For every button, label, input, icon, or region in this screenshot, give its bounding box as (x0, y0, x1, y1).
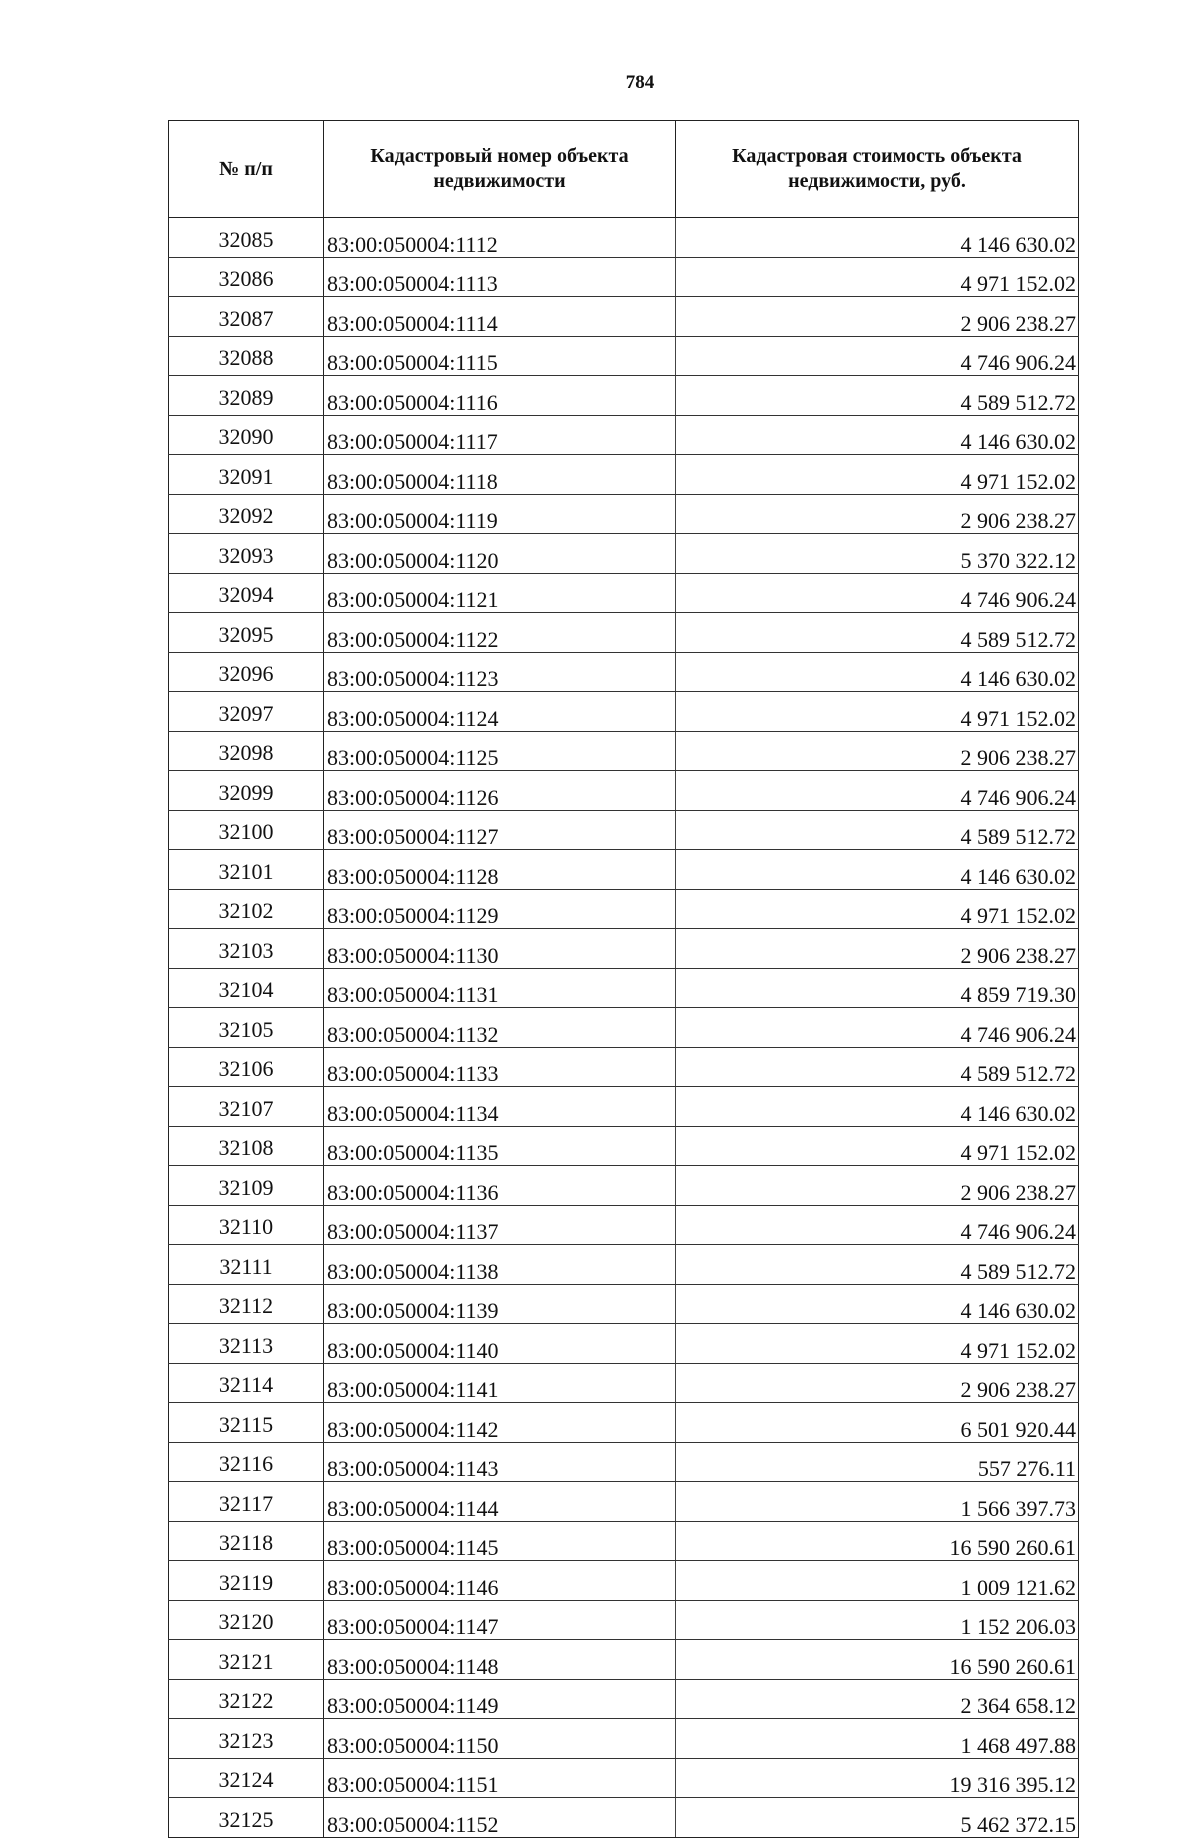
row-index-cell: 32116 (169, 1442, 324, 1482)
cadastral-value-cell: 5 370 322.12 (676, 534, 1079, 574)
table-row (169, 652, 1079, 692)
cadastral-number-cell: 83:00:050004:1136 (324, 1166, 676, 1206)
table-row (169, 1482, 1079, 1522)
row-index-cell: 32104 (169, 968, 324, 1008)
cadastral-value-cell: 4 746 906.24 (676, 1205, 1079, 1245)
table-row (169, 494, 1079, 534)
cadastral-value-cell: 4 146 630.02 (676, 415, 1079, 455)
row-index-cell: 32111 (169, 1245, 324, 1285)
cadastral-number-cell: 83:00:050004:1125 (324, 731, 676, 771)
table-row (169, 1008, 1079, 1048)
table-row (169, 1719, 1079, 1759)
row-index-cell: 32102 (169, 889, 324, 929)
table-row (169, 771, 1079, 811)
cadastral-number-cell: 83:00:050004:1150 (324, 1719, 676, 1759)
table-row (169, 1087, 1079, 1127)
cadastral-value-cell: 2 906 238.27 (676, 731, 1079, 771)
cadastral-number-cell: 83:00:050004:1152 (324, 1798, 676, 1838)
cadastral-number-cell: 83:00:050004:1118 (324, 455, 676, 495)
row-index-cell: 32120 (169, 1600, 324, 1640)
table-row (169, 613, 1079, 653)
cadastral-value-cell: 6 501 920.44 (676, 1403, 1079, 1443)
cadastral-number-cell: 83:00:050004:1119 (324, 494, 676, 534)
cadastral-number-cell: 83:00:050004:1147 (324, 1600, 676, 1640)
cadastral-value-cell: 4 746 906.24 (676, 573, 1079, 613)
cadastral-value-cell: 4 146 630.02 (676, 1284, 1079, 1324)
cadastral-value-cell: 1 009 121.62 (676, 1561, 1079, 1601)
table-row (169, 455, 1079, 495)
row-index-cell: 32110 (169, 1205, 324, 1245)
cadastral-value-cell: 4 589 512.72 (676, 810, 1079, 850)
cadastral-value-cell: 4 971 152.02 (676, 455, 1079, 495)
cadastral-value-cell: 4 589 512.72 (676, 376, 1079, 416)
cadastral-value-cell: 4 589 512.72 (676, 1047, 1079, 1087)
cadastral-number-cell: 83:00:050004:1121 (324, 573, 676, 613)
cadastral-number-cell: 83:00:050004:1113 (324, 257, 676, 297)
row-index-cell: 32099 (169, 771, 324, 811)
table-header-row (169, 121, 1079, 218)
cadastral-number-cell: 83:00:050004:1123 (324, 652, 676, 692)
row-index-cell: 32103 (169, 929, 324, 969)
table-row (169, 1798, 1079, 1838)
cadastral-number-cell: 83:00:050004:1144 (324, 1482, 676, 1522)
table-row (169, 1205, 1079, 1245)
cadastral-number-cell: 83:00:050004:1124 (324, 692, 676, 732)
cadastral-number-cell: 83:00:050004:1133 (324, 1047, 676, 1087)
cadastral-value-cell: 4 971 152.02 (676, 889, 1079, 929)
table-row (169, 1245, 1079, 1285)
table-row (169, 810, 1079, 850)
table-row (169, 1442, 1079, 1482)
cadastral-number-cell: 83:00:050004:1139 (324, 1284, 676, 1324)
row-index-cell: 32123 (169, 1719, 324, 1759)
table-row (169, 1284, 1079, 1324)
cadastral-number-cell: 83:00:050004:1114 (324, 297, 676, 337)
row-index-cell: 32112 (169, 1284, 324, 1324)
table-row (169, 534, 1079, 574)
cadastral-number-cell: 83:00:050004:1151 (324, 1758, 676, 1798)
cadastral-number-cell: 83:00:050004:1120 (324, 534, 676, 574)
row-index-cell: 32101 (169, 850, 324, 890)
cadastral-number-cell: 83:00:050004:1131 (324, 968, 676, 1008)
row-index-cell: 32107 (169, 1087, 324, 1127)
cadastral-value-cell: 19 316 395.12 (676, 1758, 1079, 1798)
row-index-cell: 32095 (169, 613, 324, 653)
table-row (169, 573, 1079, 613)
row-index-cell: 32096 (169, 652, 324, 692)
row-index-cell: 32118 (169, 1521, 324, 1561)
column-header-cadastral-number: Кадастровый номер объекта недвижимости (324, 121, 676, 218)
table-row (169, 257, 1079, 297)
cadastral-number-cell: 83:00:050004:1143 (324, 1442, 676, 1482)
row-index-cell: 32092 (169, 494, 324, 534)
table-row (169, 1600, 1079, 1640)
cadastral-value-cell: 4 746 906.24 (676, 771, 1079, 811)
cadastral-value-cell: 1 468 497.88 (676, 1719, 1079, 1759)
cadastral-number-cell: 83:00:050004:1140 (324, 1324, 676, 1364)
cadastral-number-cell: 83:00:050004:1135 (324, 1126, 676, 1166)
cadastral-value-cell: 4 971 152.02 (676, 1324, 1079, 1364)
row-index-cell: 32093 (169, 534, 324, 574)
cadastral-number-cell: 83:00:050004:1142 (324, 1403, 676, 1443)
table-row (169, 415, 1079, 455)
cadastral-number-cell: 83:00:050004:1122 (324, 613, 676, 653)
column-header-index: № п/п (169, 121, 324, 218)
cadastral-value-cell: 5 462 372.15 (676, 1798, 1079, 1838)
row-index-cell: 32108 (169, 1126, 324, 1166)
table-row (169, 1166, 1079, 1206)
cadastral-number-cell: 83:00:050004:1146 (324, 1561, 676, 1601)
cadastral-number-cell: 83:00:050004:1130 (324, 929, 676, 969)
table-row (169, 1679, 1079, 1719)
cadastral-number-cell: 83:00:050004:1134 (324, 1087, 676, 1127)
cadastral-value-cell: 4 971 152.02 (676, 257, 1079, 297)
row-index-cell: 32117 (169, 1482, 324, 1522)
table-row (169, 1561, 1079, 1601)
row-index-cell: 32085 (169, 218, 324, 258)
row-index-cell: 32091 (169, 455, 324, 495)
row-index-cell: 32106 (169, 1047, 324, 1087)
table-row (169, 968, 1079, 1008)
cadastral-number-cell: 83:00:050004:1145 (324, 1521, 676, 1561)
cadastral-number-cell: 83:00:050004:1138 (324, 1245, 676, 1285)
table-row (169, 1126, 1079, 1166)
cadastral-value-cell: 4 971 152.02 (676, 692, 1079, 732)
table-row (169, 297, 1079, 337)
row-index-cell: 32125 (169, 1798, 324, 1838)
row-index-cell: 32094 (169, 573, 324, 613)
row-index-cell: 32090 (169, 415, 324, 455)
column-header-cadastral-value: Кадастровая стоимость объекта недвижимости, руб. (676, 121, 1079, 218)
row-index-cell: 32086 (169, 257, 324, 297)
cadastral-value-cell: 4 859 719.30 (676, 968, 1079, 1008)
table-body (169, 218, 1079, 1838)
cadastral-value-cell: 2 906 238.27 (676, 494, 1079, 534)
cadastral-number-cell: 83:00:050004:1127 (324, 810, 676, 850)
cadastral-value-cell: 4 746 906.24 (676, 336, 1079, 376)
cadastral-value-cell: 4 971 152.02 (676, 1126, 1079, 1166)
cadastral-number-cell: 83:00:050004:1116 (324, 376, 676, 416)
row-index-cell: 32109 (169, 1166, 324, 1206)
row-index-cell: 32088 (169, 336, 324, 376)
row-index-cell: 32098 (169, 731, 324, 771)
cadastral-number-cell: 83:00:050004:1137 (324, 1205, 676, 1245)
row-index-cell: 32121 (169, 1640, 324, 1680)
cadastral-number-cell: 83:00:050004:1149 (324, 1679, 676, 1719)
row-index-cell: 32087 (169, 297, 324, 337)
table-row (169, 929, 1079, 969)
table-row (169, 850, 1079, 890)
cadastral-value-cell: 4 589 512.72 (676, 1245, 1079, 1285)
cadastral-value-cell: 4 146 630.02 (676, 850, 1079, 890)
cadastral-value-cell: 4 146 630.02 (676, 652, 1079, 692)
table-row (169, 1047, 1079, 1087)
cadastral-value-cell: 2 906 238.27 (676, 297, 1079, 337)
cadastral-number-cell: 83:00:050004:1129 (324, 889, 676, 929)
cadastral-value-cell: 4 146 630.02 (676, 1087, 1079, 1127)
table-row (169, 1363, 1079, 1403)
cadastral-value-cell: 2 906 238.27 (676, 1363, 1079, 1403)
cadastral-value-cell: 2 364 658.12 (676, 1679, 1079, 1719)
table-row (169, 889, 1079, 929)
row-index-cell: 32100 (169, 810, 324, 850)
cadastral-number-cell: 83:00:050004:1148 (324, 1640, 676, 1680)
row-index-cell: 32115 (169, 1403, 324, 1443)
table-row (169, 1758, 1079, 1798)
table-row (169, 1521, 1079, 1561)
cadastral-value-cell: 4 146 630.02 (676, 218, 1079, 258)
cadastral-number-cell: 83:00:050004:1126 (324, 771, 676, 811)
cadastral-table (168, 120, 1079, 1838)
cadastral-value-cell: 2 906 238.27 (676, 1166, 1079, 1206)
row-index-cell: 32114 (169, 1363, 324, 1403)
cadastral-number-cell: 83:00:050004:1112 (324, 218, 676, 258)
cadastral-number-cell: 83:00:050004:1141 (324, 1363, 676, 1403)
row-index-cell: 32119 (169, 1561, 324, 1601)
cadastral-value-cell: 1 566 397.73 (676, 1482, 1079, 1522)
row-index-cell: 32105 (169, 1008, 324, 1048)
cadastral-value-cell: 4 589 512.72 (676, 613, 1079, 653)
table-row (169, 1640, 1079, 1680)
table-row (169, 376, 1079, 416)
table-row (169, 731, 1079, 771)
cadastral-value-cell: 4 746 906.24 (676, 1008, 1079, 1048)
table-row (169, 336, 1079, 376)
table-row (169, 692, 1079, 732)
cadastral-table-container (168, 120, 1078, 1838)
cadastral-number-cell: 83:00:050004:1128 (324, 850, 676, 890)
cadastral-number-cell: 83:00:050004:1132 (324, 1008, 676, 1048)
cadastral-value-cell: 16 590 260.61 (676, 1640, 1079, 1680)
page-number: 784 (625, 72, 655, 93)
row-index-cell: 32113 (169, 1324, 324, 1364)
row-index-cell: 32122 (169, 1679, 324, 1719)
table-row (169, 218, 1079, 258)
cadastral-value-cell: 1 152 206.03 (676, 1600, 1079, 1640)
cadastral-value-cell: 16 590 260.61 (676, 1521, 1079, 1561)
row-index-cell: 32124 (169, 1758, 324, 1798)
row-index-cell: 32089 (169, 376, 324, 416)
cadastral-number-cell: 83:00:050004:1117 (324, 415, 676, 455)
table-row (169, 1324, 1079, 1364)
cadastral-value-cell: 2 906 238.27 (676, 929, 1079, 969)
cadastral-value-cell: 557 276.11 (676, 1442, 1079, 1482)
table-row (169, 1403, 1079, 1443)
row-index-cell: 32097 (169, 692, 324, 732)
cadastral-number-cell: 83:00:050004:1115 (324, 336, 676, 376)
